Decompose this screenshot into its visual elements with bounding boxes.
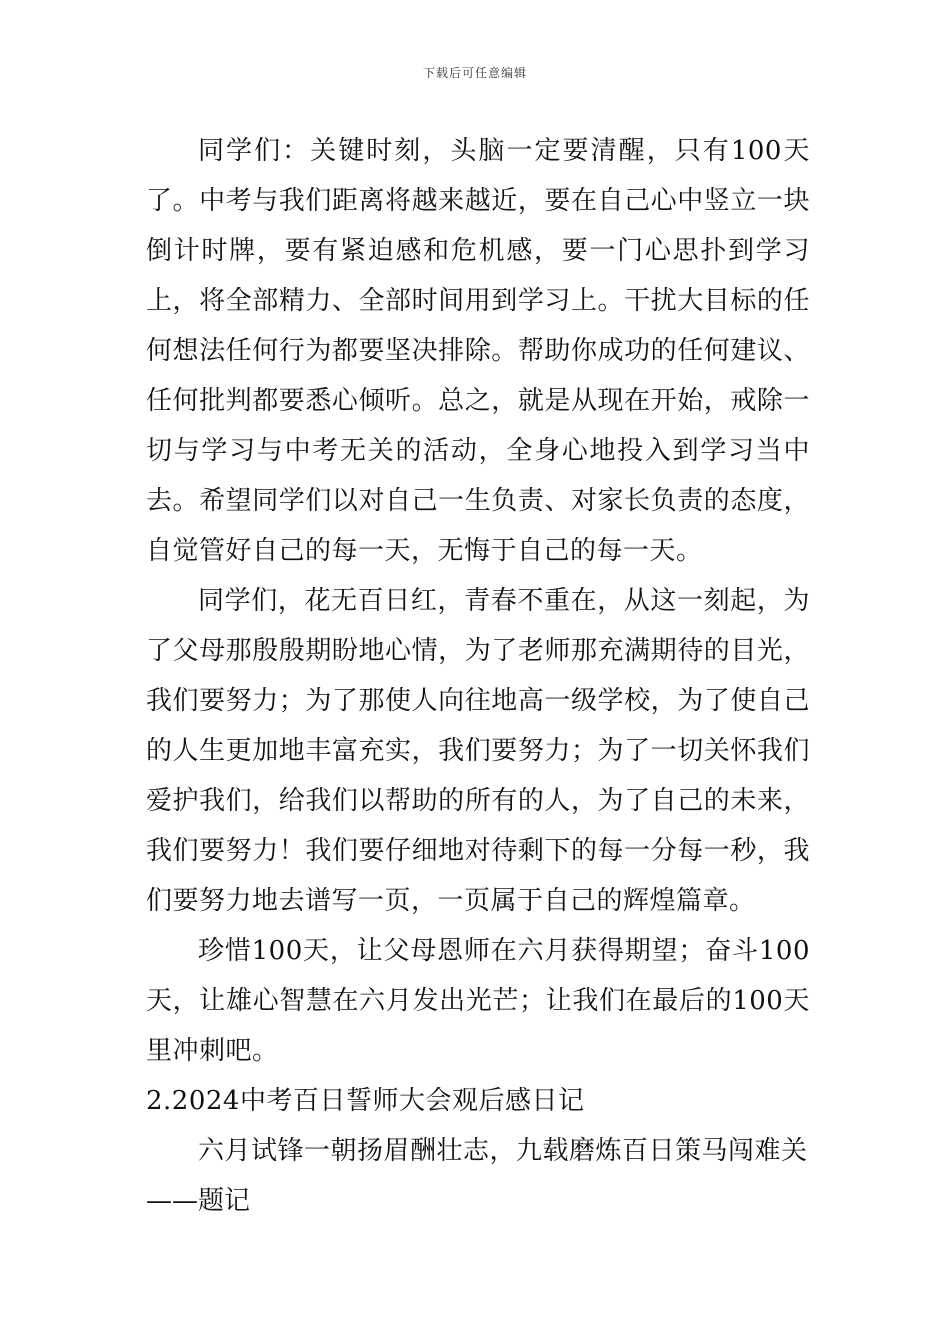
epigraph: 六月试锋一朝扬眉酬壮志，九载磨炼百日策马闯难关	[198, 1136, 808, 1166]
section-heading: 2.2024中考百日誓师大会观后感日记	[146, 1086, 585, 1116]
paragraph-2: 同学们，花无百日红，青春不重在，从这一刻起，为了父母那殷殷期盼地心情，为了老师那充满期待的目光，我们要努力；为了那使人向往地高一级学校，为了使自己的人生更加地丰富充实，我们要努力；为了一切关怀我们爱护我们，给我们以帮助的所有的人，为了自己的未来，我们要努力！我们要仔细地对待剩下的每一分每一秒，我们要努力地去谱写一页，一页属于自己的辉煌篇章。	[146, 586, 810, 916]
epigraph-source: ——题记	[146, 1186, 251, 1216]
paragraph-3: 珍惜100天，让父母恩师在六月获得期望；奋斗100天，让雄心智慧在六月发出光芒；让我们在最后的100天里冲刺吧。	[146, 936, 810, 1066]
body-text	[146, 126, 810, 1226]
paragraph-1: 同学们：关键时刻，头脑一定要清醒，只有100天了。中考与我们距离将越来越近，要在自己心中竖立一块倒计时牌，要有紧迫感和危机感，要一门心思扑到学习上，将全部精力、全部时间用到学习上。干扰大目标的任何想法任何行为都要坚决排除。帮助你成功的任何建议、任何批判都要悉心倾听。总之，就是从现在开始，戒除一切与学习与中考无关的活动，全身心地投入到学习当中去。希望同学们以对自己一生负责、对家长负责的态度，自觉管好自己的每一天，无悔于自己的每一天。	[146, 136, 810, 566]
header-note: 下载后可任意编辑	[422, 66, 527, 80]
